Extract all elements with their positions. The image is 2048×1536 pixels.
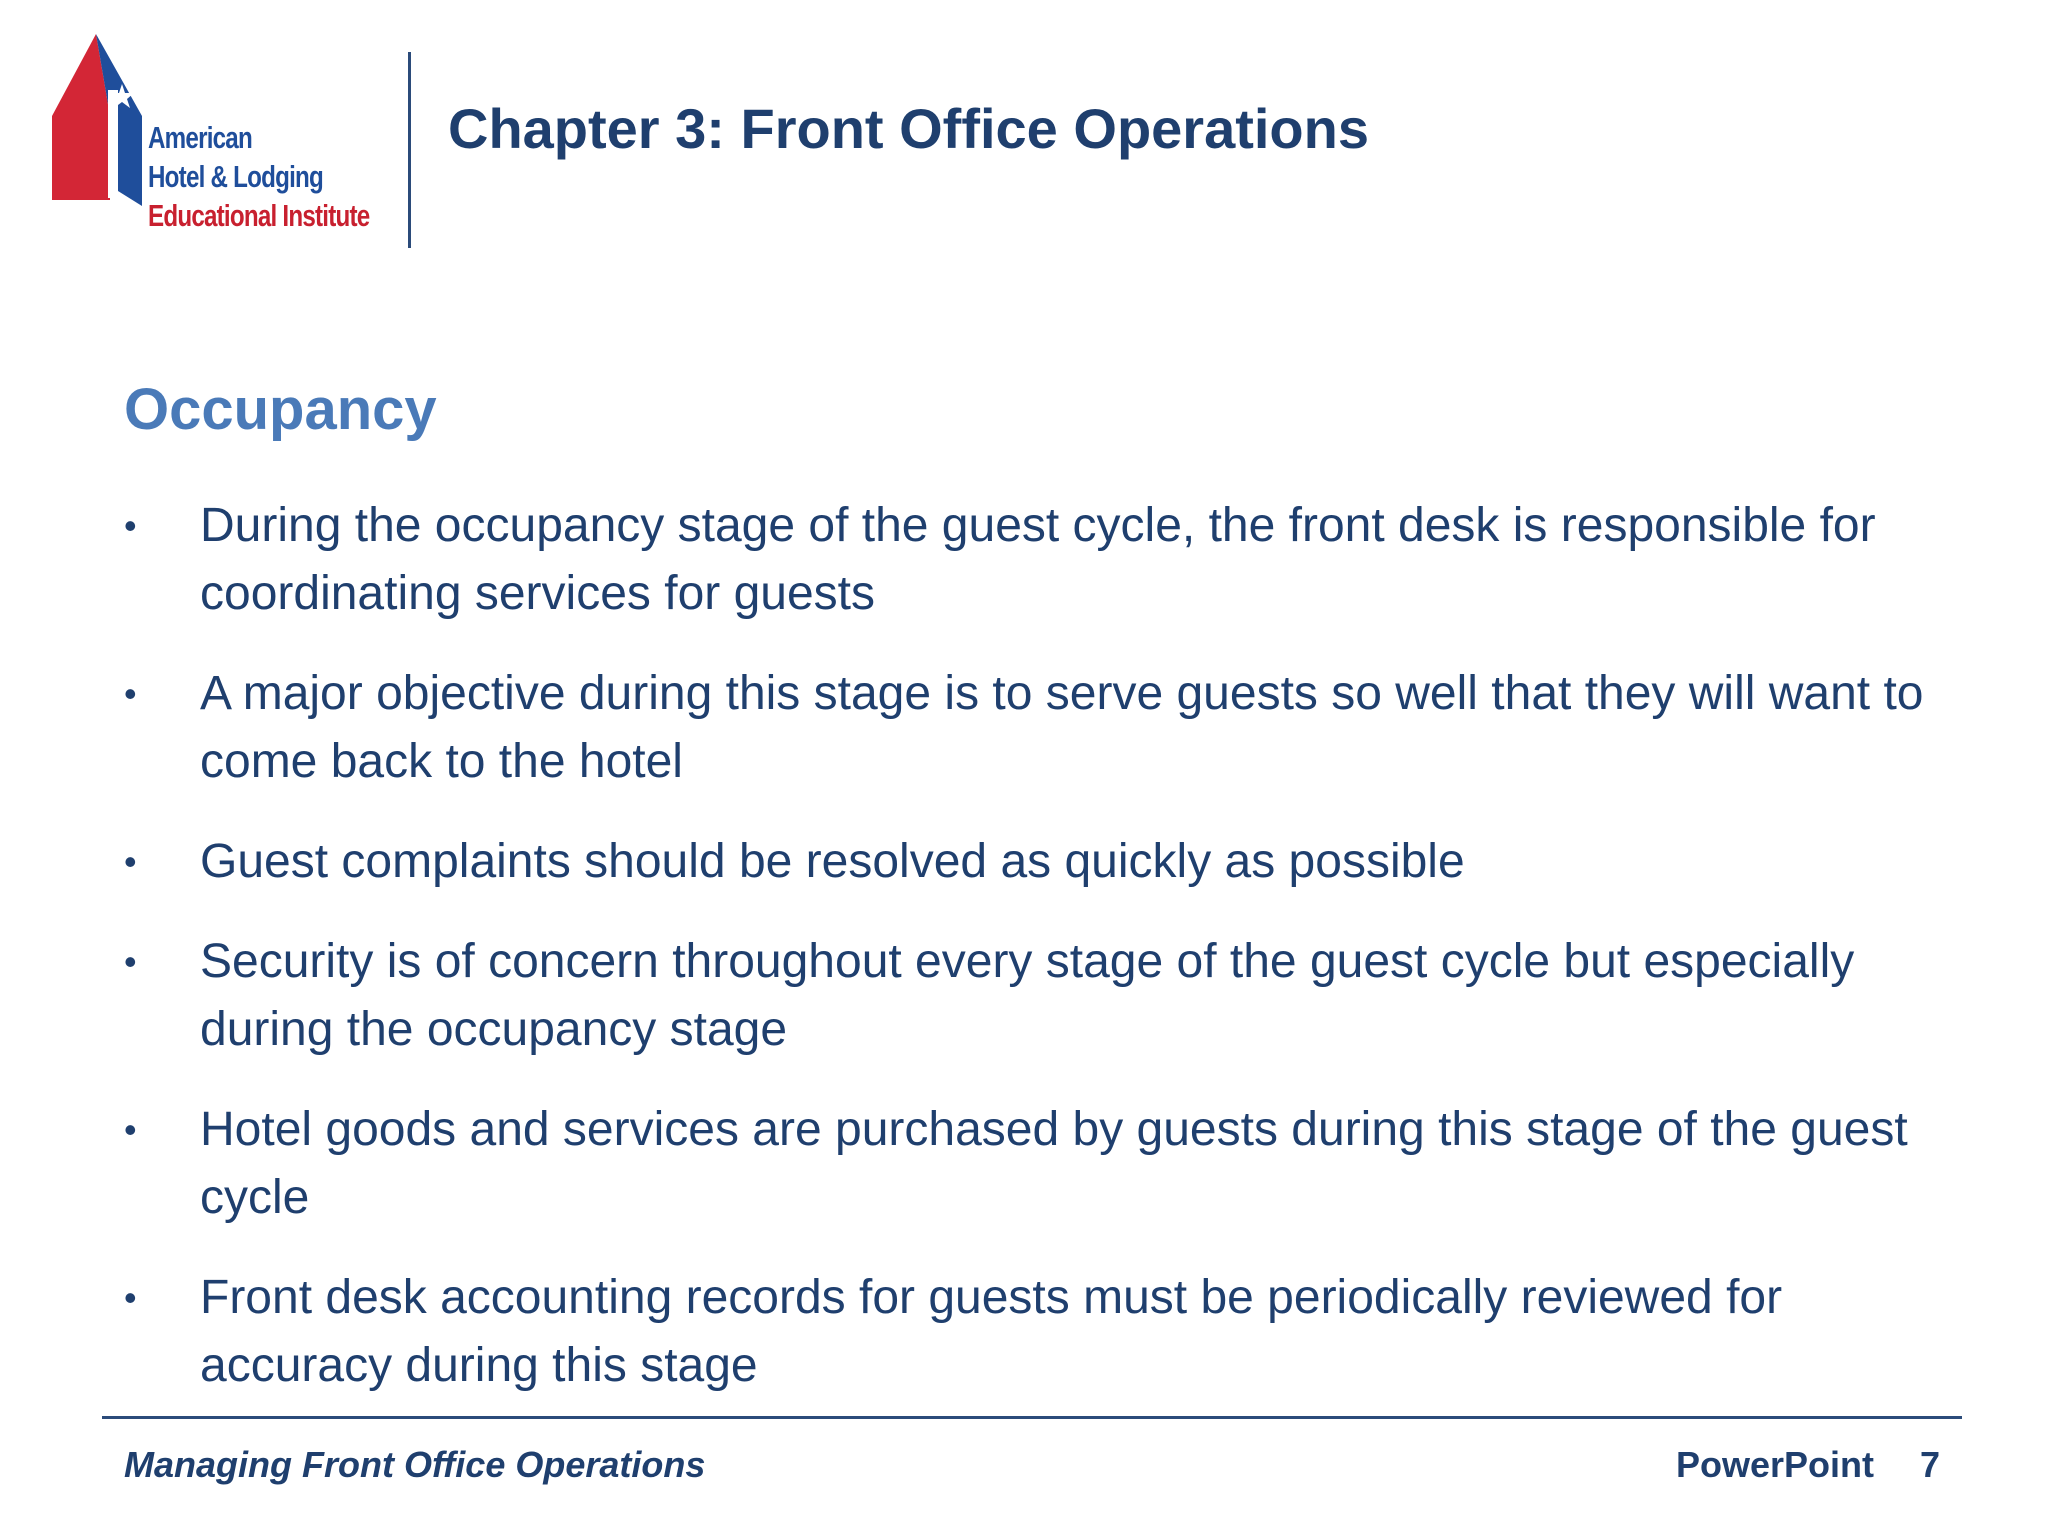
bullet-dot: • [124, 1277, 137, 1318]
bullet-dot: • [124, 673, 137, 714]
bullet-item [124, 660, 1974, 796]
bullet-dot: • [124, 841, 137, 882]
section-title: Occupancy [124, 377, 437, 442]
bullet-text: Hotel goods and services are purchased by guests during this stage of the guest cycle [200, 1103, 1908, 1224]
logo-line-hotel-lodging: Hotel & Lodging [148, 159, 323, 194]
bullet-item [124, 1096, 1974, 1232]
ahlei-logo [48, 30, 388, 250]
bullet-text: Guest complaints should be resolved as quickly as possible [200, 835, 1465, 888]
chapter-title: Chapter 3: Front Office Operations [448, 97, 1369, 160]
footer-rule [102, 1416, 1962, 1419]
logo-line-educational-institute: Educational Institute [148, 198, 370, 233]
bullet-dot: • [124, 941, 137, 982]
bullet-item [124, 828, 1974, 896]
header-divider [408, 52, 411, 248]
bullet-text: A major objective during this stage is to serve guests so well that they will want to come back to the hotel [200, 667, 1924, 788]
footer-course-title: Managing Front Office Operations [124, 1444, 706, 1485]
page-number: 7 [1920, 1444, 1941, 1485]
bullet-item [124, 928, 1974, 1064]
bullet-list [124, 492, 1974, 1432]
bullet-dot: • [124, 1109, 137, 1150]
bullet-item [124, 492, 1974, 628]
bullet-text: Front desk accounting records for guests must be periodically reviewed for accuracy during this stage [200, 1271, 1783, 1392]
logo-line-american: American [148, 120, 252, 155]
footer-format-label: PowerPoint [1676, 1444, 1875, 1485]
bullet-item [124, 1264, 1974, 1400]
bullet-dot: • [124, 505, 137, 546]
bullet-text: During the occupancy stage of the guest cycle, the front desk is responsible for coordinating services for guests [200, 499, 1876, 620]
bullet-text: Security is of concern throughout every stage of the guest cycle but especially during the occupancy stage [200, 935, 1855, 1056]
logo-wordmark [148, 118, 369, 235]
